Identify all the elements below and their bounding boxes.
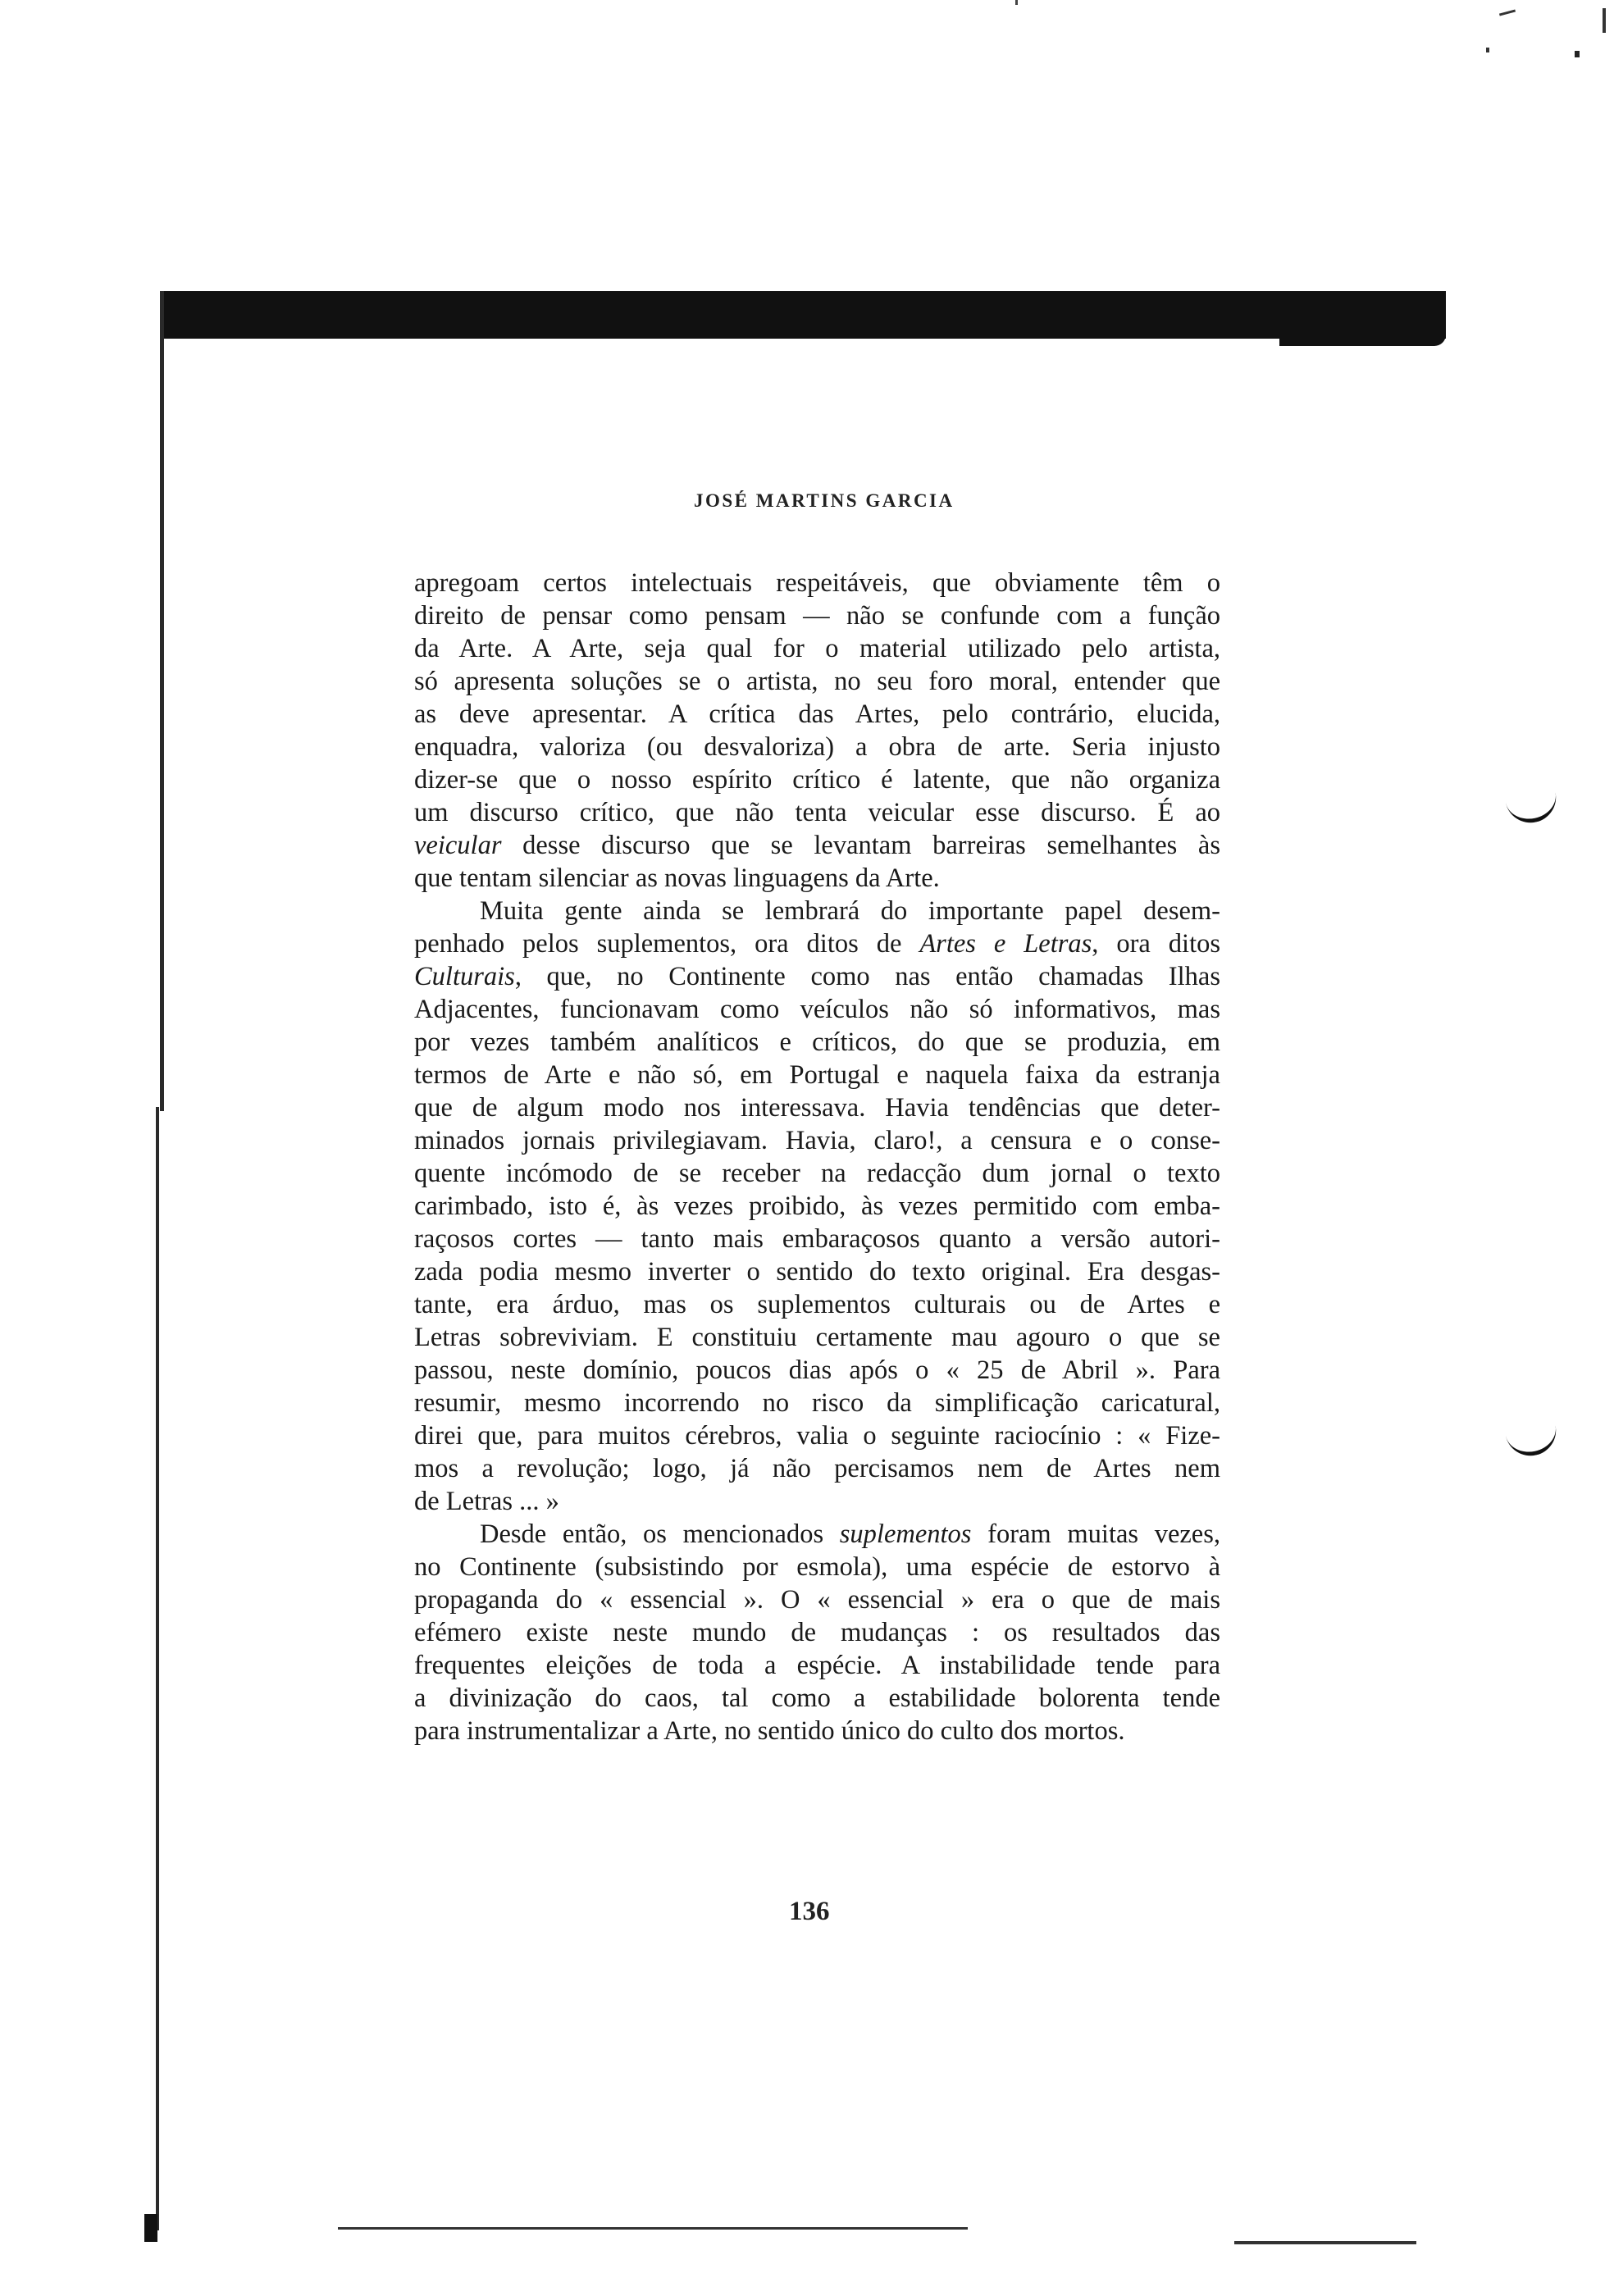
text-line: para instrumentalizar a Arte, no sentido único do culto dos mortos. [414,1716,1125,1746]
scan-top-border-tail [1279,335,1446,346]
text-line: zada podia mesmo inverter o sentido do texto original. Era desgas- [414,1257,1220,1287]
text-line: só apresenta soluções se o artista, no seu foro moral, entender que [414,667,1220,696]
scan-speck [1603,8,1606,33]
text-line: penhado pelos suplementos, ora ditos de Artes e Letras, ora ditos [414,929,1220,959]
text-line: enquadra, valoriza (ou desvaloriza) a obra de arte. Seria injusto [414,732,1220,762]
text-line: Adjacentes, funcionavam como veículos não só informativos, mas [414,995,1220,1024]
text-line: direito de pensar como pensam — não se confunde com a função [414,601,1220,631]
margin-check-mark [1505,1422,1561,1460]
scan-bottom-rule [338,2227,968,2230]
text-line: Letras sobreviviam. E constituiu certamente mau agouro o que se [414,1323,1220,1352]
text-line: dizer-se que o nosso espírito crítico é latente, que não organiza [414,765,1220,795]
text-line: mos a revolução; logo, já não percisamos nem de Artes nem [414,1454,1220,1483]
scan-top-border [160,291,1446,339]
text-line: minados jornais privilegiavam. Havia, claro!, a censura e o conse- [414,1126,1220,1155]
text-line: propaganda do « essencial ». O « essencial » era o que de mais [414,1585,1220,1615]
text-line: Muita gente ainda se lembrará do importante papel desem- [480,896,1220,926]
text-line: que tentam silenciar as novas linguagens da Arte. [414,863,940,893]
body-text [414,567,1220,1747]
italic-term: suplementos [839,1519,972,1549]
text-line: direi que, para muitos cérebros, valia o seguinte raciocínio : « Fize- [414,1421,1220,1451]
page-number: 136 [789,1897,830,1926]
italic-term: Culturais [414,962,515,991]
text-line: frequentes eleições de toda a espécie. A instabilidade tende para [414,1651,1220,1680]
text-line: da Arte. A Arte, seja qual for o material utilizado pelo artista, [414,634,1220,663]
text-line: no Continente (subsistindo por esmola), uma espécie de estorvo à [414,1552,1220,1582]
scan-left-border-lower [156,1107,159,2230]
text-line: de Letras ... » [414,1487,559,1516]
text-line: que de algum modo nos interessava. Havia tendências que deter- [414,1093,1220,1123]
scan-speck [1486,48,1489,52]
text-line: Desde então, os mencionados suplementos foram muitas vezes, [480,1519,1221,1549]
text-line: a divinização do caos, tal como a estabilidade bolorenta tende [414,1683,1220,1713]
scan-left-border [160,291,164,1111]
text-line: Culturais, que, no Continente como nas então chamadas Ilhas [414,962,1220,991]
text-line: carimbado, isto é, às vezes proibido, às vezes permitido com emba- [414,1191,1220,1221]
text-line: quente incómodo de se receber na redacção dum jornal o texto [414,1159,1220,1188]
text-line: resumir, mesmo incorrendo no risco da simplificação caricatural, [414,1388,1220,1418]
running-head: JOSÉ MARTINS GARCIA [694,490,955,511]
scan-bottom-corner [144,2214,157,2242]
text-line: tante, era árduo, mas os suplementos culturais ou de Artes e [414,1290,1220,1319]
scan-speck [1499,9,1516,16]
text-line: raçosos cortes — tanto mais embaraçosos quanto a versão autori- [414,1224,1220,1254]
italic-term: Artes e Letras [919,929,1092,959]
text-line: efémero existe neste mundo de mudanças : os resultados das [414,1618,1220,1647]
text-line: passou, neste domínio, poucos dias após o « 25 de Abril ». Para [414,1355,1220,1385]
scan-speck [1015,0,1018,5]
scan-bottom-rule-right [1234,2241,1416,2244]
italic-term: veicular [414,831,502,860]
text-line: as deve apresentar. A crítica das Artes, pelo contrário, elucida, [414,699,1220,729]
text-line: termos de Arte e não só, em Portugal e naquela faixa da estranja [414,1060,1220,1090]
margin-check-mark [1505,789,1561,827]
text-line: apregoam certos intelectuais respeitáveis, que obviamente têm o [414,568,1220,598]
text-line: por vezes também analíticos e críticos, do que se produzia, em [414,1027,1220,1057]
scan-speck [1575,51,1580,57]
text-line: um discurso crítico, que não tenta veicular esse discurso. É ao [414,798,1220,827]
text-line: veicular desse discurso que se levantam barreiras semelhantes às [414,831,1220,860]
